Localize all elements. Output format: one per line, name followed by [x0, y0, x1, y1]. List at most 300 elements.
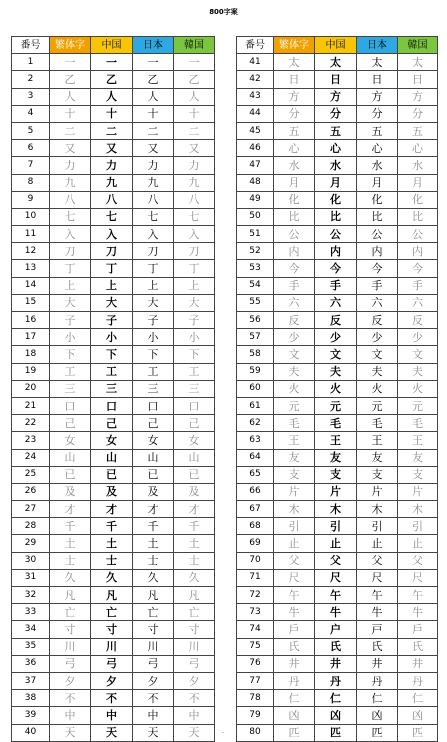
korean-glyph: 尺	[398, 569, 438, 586]
table-row	[237, 501, 438, 518]
table-row	[237, 449, 438, 466]
japanese-glyph: 不	[133, 690, 174, 707]
chinese-glyph: 大	[91, 294, 133, 311]
chinese-glyph: 方	[315, 88, 357, 105]
traditional-glyph: 土	[50, 535, 91, 552]
korean-glyph: 寸	[174, 621, 215, 638]
traditional-glyph: 内	[274, 243, 315, 260]
table-row	[237, 569, 438, 586]
chinese-glyph: 反	[315, 312, 357, 329]
chinese-glyph: 引	[315, 518, 357, 535]
chinese-glyph: 文	[315, 346, 357, 363]
japanese-glyph: 二	[133, 122, 174, 139]
row-number: 39	[12, 707, 50, 724]
table-row	[12, 174, 215, 191]
table-row	[12, 208, 215, 225]
table-row	[237, 638, 438, 655]
table-row	[237, 312, 438, 329]
traditional-glyph: 心	[274, 140, 315, 157]
row-number: 34	[12, 621, 50, 638]
traditional-glyph: 入	[50, 226, 91, 243]
table-row	[12, 672, 215, 689]
traditional-glyph: 乙	[50, 71, 91, 88]
chinese-glyph: 止	[315, 535, 357, 552]
korean-glyph: 匹	[398, 724, 438, 741]
traditional-glyph: 井	[274, 655, 315, 672]
traditional-glyph: 牛	[274, 604, 315, 621]
traditional-glyph: 寸	[50, 621, 91, 638]
japanese-glyph: 弓	[133, 655, 174, 672]
japanese-glyph: 刀	[133, 243, 174, 260]
row-number: 30	[12, 552, 50, 569]
traditional-glyph: 引	[274, 518, 315, 535]
chinese-glyph: 氏	[315, 638, 357, 655]
table-row	[237, 105, 438, 122]
traditional-glyph: 子	[50, 312, 91, 329]
japanese-glyph: 已	[133, 466, 174, 483]
row-number: 69	[237, 535, 274, 552]
table-row	[237, 88, 438, 105]
korean-glyph: 午	[398, 587, 438, 604]
japanese-glyph: 寸	[133, 621, 174, 638]
korean-glyph: 元	[398, 397, 438, 414]
japanese-glyph: 牛	[357, 604, 398, 621]
chinese-glyph: 中	[91, 707, 133, 724]
chinese-glyph: 井	[315, 655, 357, 672]
japanese-glyph: 及	[133, 483, 174, 500]
japanese-glyph: 五	[357, 122, 398, 139]
korean-glyph: 手	[398, 277, 438, 294]
japanese-glyph: 友	[357, 449, 398, 466]
japanese-glyph: 七	[133, 208, 174, 225]
japanese-glyph: 毛	[357, 415, 398, 432]
table-row	[12, 569, 215, 586]
traditional-glyph: 中	[50, 707, 91, 724]
chinese-glyph: 入	[91, 226, 133, 243]
traditional-glyph: 天	[50, 724, 91, 741]
traditional-glyph: 丁	[50, 260, 91, 277]
korean-glyph: 月	[398, 174, 438, 191]
japanese-glyph: 少	[357, 329, 398, 346]
footer-mark: .	[222, 728, 224, 735]
table-row	[12, 415, 215, 432]
table-row	[12, 690, 215, 707]
japanese-glyph: 乙	[133, 71, 174, 88]
traditional-glyph: 三	[50, 380, 91, 397]
japanese-glyph: 夕	[133, 672, 174, 689]
korean-glyph: 人	[174, 88, 215, 105]
chinese-glyph: 一	[91, 54, 133, 71]
row-number: 4	[12, 105, 50, 122]
chinese-glyph: 才	[91, 501, 133, 518]
traditional-glyph: 方	[274, 88, 315, 105]
traditional-glyph: 水	[274, 157, 315, 174]
row-number: 5	[12, 122, 50, 139]
chinese-glyph: 仁	[315, 690, 357, 707]
chinese-glyph: 弓	[91, 655, 133, 672]
korean-glyph: 内	[398, 243, 438, 260]
traditional-glyph: 六	[274, 294, 315, 311]
traditional-glyph: 十	[50, 105, 91, 122]
japanese-glyph: 子	[133, 312, 174, 329]
table-row	[237, 157, 438, 174]
row-number: 9	[12, 191, 50, 208]
chinese-glyph: 及	[91, 483, 133, 500]
table-row	[12, 587, 215, 604]
korean-glyph: 仁	[398, 690, 438, 707]
row-number: 78	[237, 690, 274, 707]
table-row	[12, 226, 215, 243]
row-number: 51	[237, 226, 274, 243]
traditional-glyph: 七	[50, 208, 91, 225]
chinese-glyph: 女	[91, 432, 133, 449]
korean-glyph: 上	[174, 277, 215, 294]
traditional-glyph: 人	[50, 88, 91, 105]
row-number: 50	[237, 208, 274, 225]
chinese-glyph: 今	[315, 260, 357, 277]
korean-glyph: 比	[398, 208, 438, 225]
japanese-glyph: 三	[133, 380, 174, 397]
traditional-glyph: 五	[274, 122, 315, 139]
japanese-glyph: 口	[133, 397, 174, 414]
table-row	[12, 346, 215, 363]
traditional-glyph: 木	[274, 501, 315, 518]
header-chinese: 中国	[315, 37, 357, 54]
traditional-glyph: 才	[50, 501, 91, 518]
chinese-glyph: 乙	[91, 71, 133, 88]
japanese-glyph: 手	[357, 277, 398, 294]
table-row	[237, 260, 438, 277]
chinese-glyph: 户	[315, 621, 357, 638]
row-number: 7	[12, 157, 50, 174]
korean-glyph: 力	[174, 157, 215, 174]
chinese-glyph: 九	[91, 174, 133, 191]
traditional-glyph: 日	[274, 71, 315, 88]
korean-glyph: 土	[174, 535, 215, 552]
chinese-glyph: 三	[91, 380, 133, 397]
table-row	[237, 363, 438, 380]
korean-glyph: 父	[398, 552, 438, 569]
chinese-glyph: 丁	[91, 260, 133, 277]
header-korean: 韓国	[398, 37, 438, 54]
chinese-glyph: 不	[91, 690, 133, 707]
japanese-glyph: 止	[357, 535, 398, 552]
table-row	[12, 535, 215, 552]
header-row	[12, 37, 215, 54]
chinese-glyph: 力	[91, 157, 133, 174]
row-number: 73	[237, 604, 274, 621]
japanese-glyph: 十	[133, 105, 174, 122]
korean-glyph: 川	[174, 638, 215, 655]
row-number: 11	[12, 226, 50, 243]
japanese-glyph: 力	[133, 157, 174, 174]
traditional-glyph: 女	[50, 432, 91, 449]
row-number: 61	[237, 397, 274, 414]
japanese-glyph: 一	[133, 54, 174, 71]
korean-glyph: 木	[398, 501, 438, 518]
korean-glyph: 子	[174, 312, 215, 329]
chinese-glyph: 己	[91, 415, 133, 432]
japanese-glyph: 凡	[133, 587, 174, 604]
chinese-glyph: 山	[91, 449, 133, 466]
traditional-glyph: 月	[274, 174, 315, 191]
korean-glyph: 弓	[174, 655, 215, 672]
chinese-glyph: 凶	[315, 707, 357, 724]
japanese-glyph: 太	[357, 54, 398, 71]
row-number: 3	[12, 88, 50, 105]
korean-glyph: 夫	[398, 363, 438, 380]
traditional-glyph: 夫	[274, 363, 315, 380]
traditional-glyph: 火	[274, 380, 315, 397]
japanese-glyph: 内	[357, 243, 398, 260]
traditional-glyph: 及	[50, 483, 91, 500]
table-row	[237, 140, 438, 157]
japanese-glyph: 元	[357, 397, 398, 414]
korean-glyph: 公	[398, 226, 438, 243]
japanese-glyph: 父	[357, 552, 398, 569]
japanese-glyph: 匹	[357, 724, 398, 741]
row-number: 20	[12, 380, 50, 397]
korean-glyph: 水	[398, 157, 438, 174]
japanese-glyph: 文	[357, 346, 398, 363]
chinese-glyph: 下	[91, 346, 133, 363]
row-number: 42	[237, 71, 274, 88]
table-row	[237, 621, 438, 638]
chinese-glyph: 比	[315, 208, 357, 225]
traditional-glyph: 支	[274, 466, 315, 483]
table-row	[237, 587, 438, 604]
korean-glyph: 己	[174, 415, 215, 432]
korean-glyph: 氏	[398, 638, 438, 655]
traditional-glyph: 分	[274, 105, 315, 122]
japanese-glyph: 丹	[357, 672, 398, 689]
header-japanese: 日本	[133, 37, 174, 54]
korean-glyph: 入	[174, 226, 215, 243]
korean-glyph: 十	[174, 105, 215, 122]
row-number: 21	[12, 397, 50, 414]
traditional-glyph: 父	[274, 552, 315, 569]
table-row	[237, 54, 438, 71]
row-number: 60	[237, 380, 274, 397]
japanese-glyph: 入	[133, 226, 174, 243]
row-number: 35	[12, 638, 50, 655]
traditional-glyph: 八	[50, 191, 91, 208]
korean-glyph: 大	[174, 294, 215, 311]
korean-glyph: 女	[174, 432, 215, 449]
header-traditional: 繁体字	[274, 37, 315, 54]
japanese-glyph: 心	[357, 140, 398, 157]
japanese-glyph: 水	[357, 157, 398, 174]
table-row	[237, 535, 438, 552]
japanese-glyph: 天	[133, 724, 174, 741]
traditional-glyph: 刀	[50, 243, 91, 260]
traditional-glyph: 毛	[274, 415, 315, 432]
row-number: 33	[12, 604, 50, 621]
traditional-glyph: 王	[274, 432, 315, 449]
japanese-glyph: 土	[133, 535, 174, 552]
japanese-glyph: 又	[133, 140, 174, 157]
row-number: 18	[12, 346, 50, 363]
korean-glyph: 二	[174, 122, 215, 139]
chinese-glyph: 匹	[315, 724, 357, 741]
traditional-glyph: 今	[274, 260, 315, 277]
header-number: 番号	[12, 37, 50, 54]
table-row	[12, 122, 215, 139]
traditional-glyph: 大	[50, 294, 91, 311]
traditional-glyph: 川	[50, 638, 91, 655]
korean-glyph: 友	[398, 449, 438, 466]
row-number: 2	[12, 71, 50, 88]
korean-glyph: 乙	[174, 71, 215, 88]
japanese-glyph: 小	[133, 329, 174, 346]
korean-glyph: 千	[174, 518, 215, 535]
table-row	[237, 71, 438, 88]
japanese-glyph: 士	[133, 552, 174, 569]
korean-glyph: 山	[174, 449, 215, 466]
row-number: 17	[12, 329, 50, 346]
chinese-glyph: 士	[91, 552, 133, 569]
korean-glyph: 文	[398, 346, 438, 363]
korean-glyph: 又	[174, 140, 215, 157]
traditional-glyph: 丹	[274, 672, 315, 689]
korean-glyph: 牛	[398, 604, 438, 621]
korean-glyph: 戶	[398, 621, 438, 638]
korean-glyph: 支	[398, 466, 438, 483]
korean-glyph: 七	[174, 208, 215, 225]
japanese-glyph: 夫	[357, 363, 398, 380]
japanese-glyph: 六	[357, 294, 398, 311]
chinese-glyph: 火	[315, 380, 357, 397]
header-japanese: 日本	[357, 37, 398, 54]
table-row	[12, 449, 215, 466]
korean-glyph: 夕	[174, 672, 215, 689]
korean-glyph: 中	[174, 707, 215, 724]
japanese-glyph: 尺	[357, 569, 398, 586]
table-row	[12, 277, 215, 294]
row-number: 23	[12, 432, 50, 449]
japanese-glyph: 才	[133, 501, 174, 518]
table-row	[12, 157, 215, 174]
table-row	[237, 294, 438, 311]
chinese-glyph: 化	[315, 191, 357, 208]
table-row	[12, 655, 215, 672]
japanese-glyph: 川	[133, 638, 174, 655]
traditional-glyph: 友	[274, 449, 315, 466]
traditional-glyph: 公	[274, 226, 315, 243]
traditional-glyph: 一	[50, 54, 91, 71]
traditional-glyph: 久	[50, 569, 91, 586]
row-number: 76	[237, 655, 274, 672]
table-row	[237, 397, 438, 414]
japanese-glyph: 九	[133, 174, 174, 191]
table-row	[237, 466, 438, 483]
table-row	[12, 397, 215, 414]
row-number: 24	[12, 449, 50, 466]
japanese-glyph: 亡	[133, 604, 174, 621]
table-row	[237, 226, 438, 243]
table-row	[12, 432, 215, 449]
korean-glyph: 八	[174, 191, 215, 208]
row-number: 36	[12, 655, 50, 672]
korean-glyph: 九	[174, 174, 215, 191]
traditional-glyph: 山	[50, 449, 91, 466]
row-number: 72	[237, 587, 274, 604]
traditional-glyph: 少	[274, 329, 315, 346]
japanese-glyph: 下	[133, 346, 174, 363]
row-number: 25	[12, 466, 50, 483]
row-number: 62	[237, 415, 274, 432]
row-number: 26	[12, 483, 50, 500]
korean-glyph: 不	[174, 690, 215, 707]
chinese-glyph: 元	[315, 397, 357, 414]
traditional-glyph: 二	[50, 122, 91, 139]
chinese-glyph: 尺	[315, 569, 357, 586]
row-number: 27	[12, 501, 50, 518]
traditional-glyph: 千	[50, 518, 91, 535]
traditional-glyph: 化	[274, 191, 315, 208]
chinese-glyph: 手	[315, 277, 357, 294]
korean-glyph: 三	[174, 380, 215, 397]
korean-glyph: 士	[174, 552, 215, 569]
chinese-glyph: 少	[315, 329, 357, 346]
row-number: 10	[12, 208, 50, 225]
japanese-glyph: 引	[357, 518, 398, 535]
japanese-glyph: 反	[357, 312, 398, 329]
japanese-glyph: 中	[133, 707, 174, 724]
korean-glyph: 毛	[398, 415, 438, 432]
japanese-glyph: 午	[357, 587, 398, 604]
table-row	[237, 655, 438, 672]
chinese-glyph: 心	[315, 140, 357, 157]
korean-glyph: 天	[174, 724, 215, 741]
row-number: 66	[237, 483, 274, 500]
table-row	[12, 483, 215, 500]
chinese-glyph: 支	[315, 466, 357, 483]
row-number: 53	[237, 260, 274, 277]
table-row	[12, 54, 215, 71]
table-row	[12, 707, 215, 724]
traditional-glyph: 己	[50, 415, 91, 432]
traditional-glyph: 已	[50, 466, 91, 483]
row-number: 28	[12, 518, 50, 535]
japanese-glyph: 仁	[357, 690, 398, 707]
traditional-glyph: 亡	[50, 604, 91, 621]
row-number: 1	[12, 54, 50, 71]
japanese-glyph: 王	[357, 432, 398, 449]
traditional-glyph: 反	[274, 312, 315, 329]
chinese-glyph: 土	[91, 535, 133, 552]
japanese-glyph: 己	[133, 415, 174, 432]
row-number: 63	[237, 432, 274, 449]
traditional-glyph: 午	[274, 587, 315, 604]
row-number: 57	[237, 329, 274, 346]
table-row	[237, 483, 438, 500]
chinese-glyph: 寸	[91, 621, 133, 638]
table-row	[12, 260, 215, 277]
table-row	[237, 380, 438, 397]
traditional-glyph: 上	[50, 277, 91, 294]
korean-glyph: 及	[174, 483, 215, 500]
korean-glyph: 才	[174, 501, 215, 518]
chinese-glyph: 父	[315, 552, 357, 569]
korean-glyph: 少	[398, 329, 438, 346]
traditional-glyph: 止	[274, 535, 315, 552]
chinese-glyph: 片	[315, 483, 357, 500]
korean-glyph: 止	[398, 535, 438, 552]
row-number: 8	[12, 174, 50, 191]
row-number: 29	[12, 535, 50, 552]
traditional-glyph: 九	[50, 174, 91, 191]
